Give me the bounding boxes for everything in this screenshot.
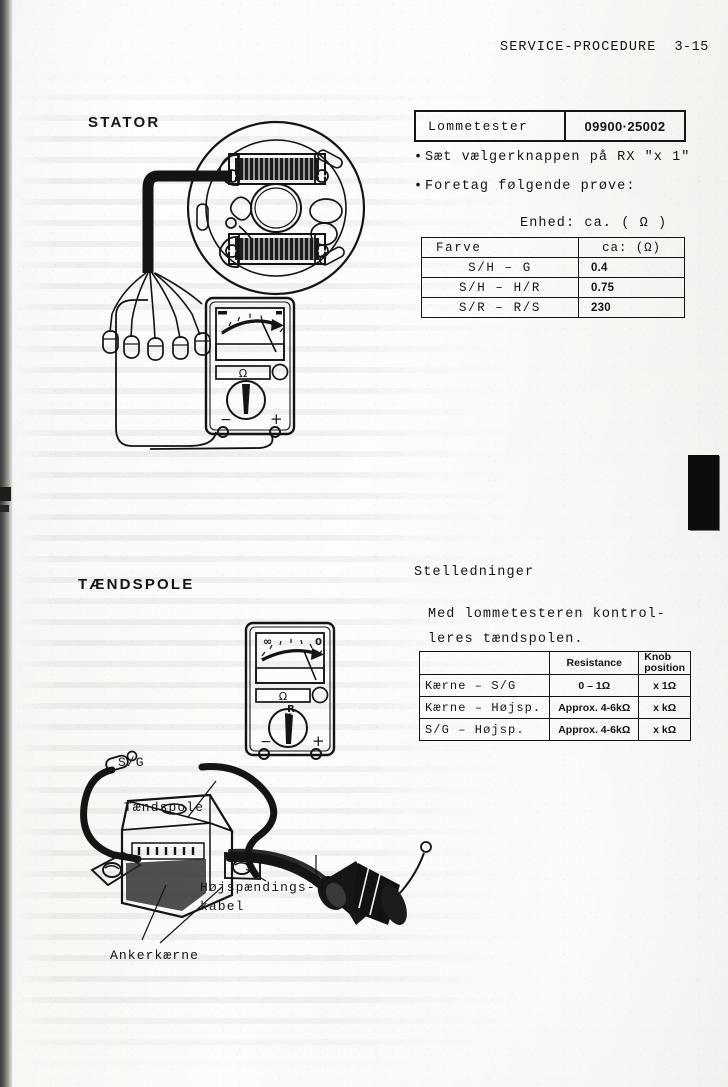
lower-meter-ohm-symbol: Ω — [278, 690, 288, 703]
lower-meter-zero-label: 0 — [315, 637, 322, 648]
col-header-knob-position — [639, 652, 691, 675]
cell-knob: x kΩ — [639, 697, 691, 719]
callout-hv-cable — [200, 878, 316, 916]
tool-part-number: 09900·25002 — [584, 118, 666, 134]
lower-meter-plus: + — [312, 732, 325, 750]
stator-resistance-table — [421, 237, 685, 318]
header-title: SERVICE-PROCEDURE — [500, 40, 657, 55]
cell-knob: x kΩ — [639, 719, 691, 741]
cell-value: 230 — [579, 298, 685, 318]
coil-paragraph-line-1: Med lommetesteren kontrol- — [428, 607, 666, 622]
cell-measurement: S/G – Højsp. — [420, 719, 550, 741]
cell-value: 0.4 — [579, 258, 685, 278]
thumb-index-tab — [688, 455, 718, 530]
cell-resistance: Approx. 4-6kΩ — [550, 719, 639, 741]
cell-knob: x 1Ω — [639, 675, 691, 697]
callout-tandspole: Tændspole — [124, 800, 205, 815]
coil-resistance-table — [419, 651, 691, 741]
gutter-mark-upper — [0, 487, 11, 501]
col-header-value: ca: (Ω) — [579, 238, 685, 258]
cell-farve: S/H – H/R — [422, 278, 579, 298]
table-row — [420, 675, 691, 697]
stator-unit-note: Enhed: ca. ( Ω ) — [520, 216, 668, 231]
stator-instruction-1: • Sæt vælgerknappen på RX "x 1" — [414, 150, 691, 165]
lower-meter-minus: − — [260, 734, 272, 750]
col-header-blank — [420, 652, 550, 675]
col-header-resistance: Resistance — [550, 652, 639, 675]
ground-leads-heading: Stelledninger — [414, 565, 535, 580]
lower-meter-knob-marker: R — [287, 704, 295, 715]
tool-callout-box — [414, 110, 686, 142]
stator-section-title: STATOR — [88, 114, 161, 131]
cell-measurement: Kærne – S/G — [420, 675, 550, 697]
callout-ankerkaerne: Ankerkærne — [110, 948, 200, 963]
page-number: 3-15 — [674, 40, 709, 55]
gutter-mark-lower — [0, 505, 9, 512]
book-binding-gutter — [0, 0, 13, 1087]
stator-coil-upper — [220, 154, 328, 185]
cell-value: 0.75 — [579, 278, 685, 298]
stator-coil-lower — [220, 234, 328, 267]
callout-sg: S/G — [118, 755, 145, 770]
callout-hv-line-2: kabel — [200, 899, 245, 914]
knob-header-line-2: position — [644, 662, 686, 674]
upper-meter-minus: − — [220, 412, 232, 428]
callout-hv-line-1: Højspændings- — [200, 880, 316, 895]
table-row — [422, 258, 685, 278]
upper-meter-plus: + — [270, 410, 283, 428]
lower-meter-infinity-label: ∞ — [263, 635, 273, 648]
coil-section-title: TÆNDSPOLE — [78, 576, 195, 593]
page-header — [500, 40, 710, 55]
knob-header-line-1: Knob — [644, 651, 672, 663]
table-header-row — [420, 652, 691, 675]
tool-name: Lommetester — [416, 112, 566, 140]
table-row — [420, 697, 691, 719]
col-header-farve: Farve — [422, 238, 579, 258]
coil-paragraph-line-2: leres tændspolen. — [428, 632, 584, 647]
table-row — [422, 278, 685, 298]
cell-farve: S/H – G — [422, 258, 579, 278]
cell-resistance: 0 – 1Ω — [550, 675, 639, 697]
table-row — [422, 298, 685, 318]
bullet-icon: • — [414, 179, 424, 194]
table-header-row — [422, 238, 685, 258]
stator-instruction-2: • Foretag følgende prøve: — [414, 179, 636, 194]
cell-farve: S/R – R/S — [422, 298, 579, 318]
spark-plug-cap — [312, 861, 412, 929]
pocket-tester-upper — [110, 292, 320, 452]
cell-measurement: Kærne – Højsp. — [420, 697, 550, 719]
bullet-icon: • — [414, 150, 424, 165]
cell-resistance: Approx. 4-6kΩ — [550, 697, 639, 719]
upper-meter-ohm-symbol: Ω — [238, 367, 248, 380]
